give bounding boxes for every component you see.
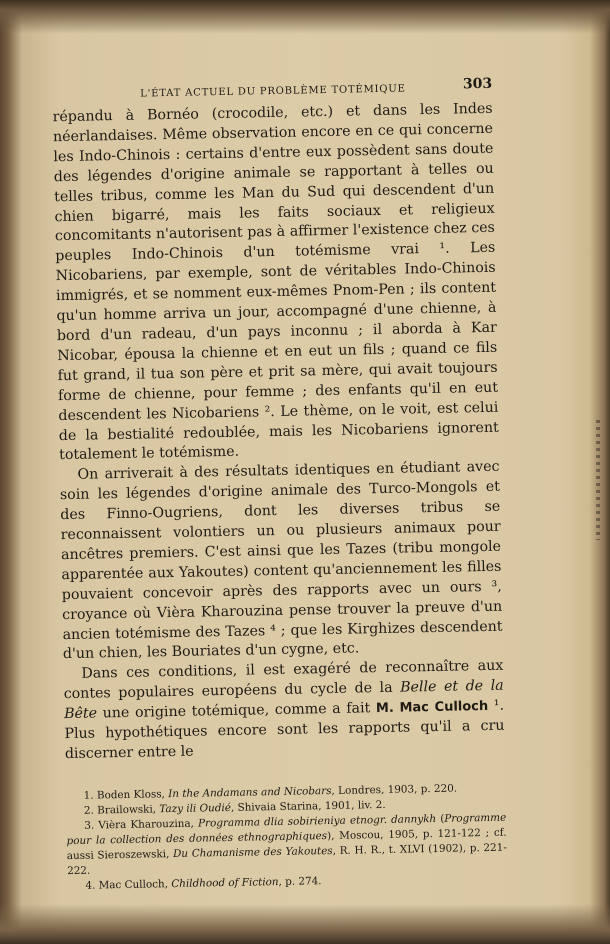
author-name: M. Mac Culloch — [375, 699, 489, 717]
footnote-title: Childhood of Fiction — [171, 875, 279, 890]
footnotes — [66, 781, 508, 894]
footnote-title: Tazy ili Oudié — [159, 801, 232, 816]
footnote-title: Du Chamanisme des Yakoutes — [172, 844, 333, 860]
paragraph-text: répandu à Bornéo (crocodile, etc.) et dans les Indes néerlandaises. Même observation encore en ce qui concerne les Indo-Chinois : certains d'entre eux possèdent sans doute des légendes d'origine animale se rapportant à telles ou telles tribus, comme les Man du Sud qui descendent d'un chien bigarré, mais les faits sociaux et religieux concomitants n'autorisent pas à affirmer l'existence chez ces peuples Indo-Chinois d'un totémisme vrai ¹. Les Nicobariens, par exemple, sont de véritables Indo-Chinois immigrés, et se nomment eux-mêmes Pnom-Pen ; ils content qu'un homme arriva un jour, accompagné d'une chienne, à bord d'un radeau, d'un pays inconnu ; il aborda à Kar Nicobar, épousa la chienne et en eut un fils ; quand ce fils fut grand, il tua son père et prit sa mère, qui avait toujours forme de chienne, pour femme ; des enfants qu'il en eut descendent les Nicobariens ². Le thème, on le voit, est celui de la bestialité redoublée, mais les Nicobariens ignorent totalement le totémisme. — [52, 100, 499, 464]
footnote-text: , Shivaia Starina, 1901, liv. 2. — [230, 798, 386, 814]
footnote-title: Programme pour la collection des données ethnographiques — [66, 811, 507, 847]
footnote-text: , p. 274. — [278, 875, 322, 888]
paragraph-2 — [59, 458, 503, 665]
running-head: L'ÉTAT ACTUEL DU PROBLÈME TOTÉMIQUE — [140, 83, 406, 100]
page-edge-shadow — [596, 420, 600, 540]
paragraph-text: On arriverait à des résultats identiques en étudiant avec soin les légendes d'origine animale des Turco-Mongols et des Finno-Ougriens, dont les diverses tribus se reconnaissent volontiers un ou plusieurs animaux pour ancêtres premiers. C'est ainsi que les Tazes (tribu mongole apparentée aux Yakoutes) content qu'anciennement les filles pouvaient concevoir après des rapports avec un ours ³, croyance où Vièra Kharouzina pense trouver la preuve d'un ancien totémisme des Tazes ⁴ ; que les Kirghizes descendent d'un chien, les Bouriates d'un cygne, etc. — [59, 459, 503, 663]
footnote-text: ), Moscou, 1905, p. 121-122 ; cf. aussi Sieroszewski, — [66, 826, 507, 862]
footnote-title: In the Andamans and Nicobars — [168, 784, 332, 801]
footnote-text: , R. H. R., t. XLVI (1902), p. 221-222. — [67, 841, 507, 877]
paragraph-text: Dans ces conditions, il est exagéré de reconnaître aux contes populaires européens du cycle de la — [63, 658, 504, 703]
paragraph-3 — [63, 657, 505, 765]
page-number: 303 — [462, 75, 493, 93]
footnote-text: 2. Brailowski, — [83, 803, 160, 817]
paragraph-text: ¹. Plus hypothétiques encore sont les rapports qu'il a cru discerner entre le — [64, 697, 505, 763]
book-page — [52, 76, 507, 894]
footnote-3 — [66, 811, 507, 879]
paragraph-1 — [53, 100, 500, 467]
paragraph-text: une origine totémique, comme a fait — [96, 700, 377, 722]
footnote-text: ( — [436, 812, 445, 825]
footnote-title: Programma dlia sobirieniya etnogr. dannykh — [197, 812, 437, 830]
italic-title: Belle et de la Bête — [63, 677, 504, 723]
footnote-text: 1. Boden Kloss, — [83, 788, 169, 802]
footnote-text: 4. Mac Culloch, — [85, 877, 172, 892]
footnote-text: 3. Vièra Kharouzina, — [84, 817, 199, 832]
footnote-text: , Londres, 1903, p. 220. — [331, 782, 458, 797]
